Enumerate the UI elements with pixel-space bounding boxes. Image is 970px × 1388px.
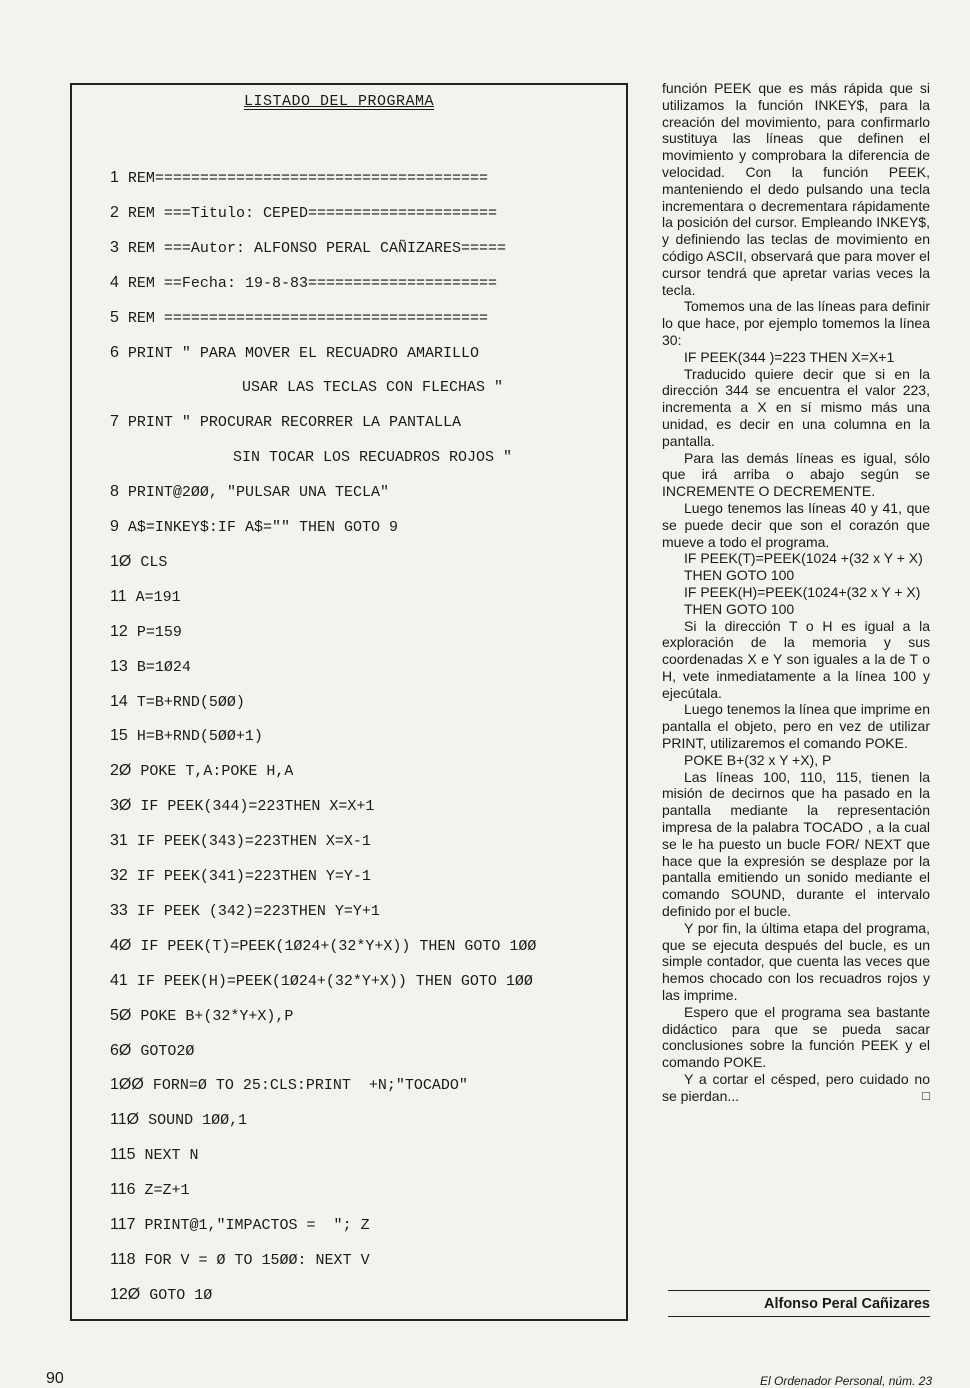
code-line: [110, 553, 167, 571]
line-number: 118: [110, 1250, 136, 1268]
code-line: [110, 1216, 370, 1234]
line-number: 11: [110, 587, 127, 605]
code-text: PRINT@1,"IMPACTOS = "; Z: [144, 1217, 370, 1234]
code-text: Z=Z+1: [144, 1182, 190, 1200]
code-text: GOTO 1Ø: [149, 1286, 213, 1304]
paragraph-text: Si la dirección T o H es igual a la exploración de la memoria y sus coordenadas X e Y son iguales a la de T o H, vete inmediatamente a la línea 100 y ejecútala.: [662, 617, 930, 701]
code-text: P=159: [136, 623, 182, 641]
code-line: [110, 274, 497, 292]
code-text: FOR V = Ø TO 15ØØ: NEXT V: [144, 1251, 370, 1269]
code-text: POKE B+(32*Y+X),P: [140, 1007, 294, 1025]
code-text: POKE T,A:POKE H,A: [140, 763, 294, 781]
code-text: NEXT N: [144, 1147, 199, 1165]
code-text: A=191: [135, 588, 181, 606]
code-text: B=1Ø24: [136, 658, 191, 676]
article-paragraph: [662, 80, 930, 298]
article-paragraph: [662, 920, 930, 1004]
code-text: IF PEEK (342)=223THEN Y=Y+1: [136, 902, 380, 920]
line-number: 116: [110, 1181, 136, 1199]
code-line: [110, 1286, 212, 1304]
code-line: [110, 1251, 370, 1269]
code-text: PRINT " PARA MOVER EL RECUADRO AMARILLO: [127, 344, 479, 362]
line-number: 1: [110, 169, 119, 186]
code-line: [110, 239, 506, 257]
code-line: [110, 309, 488, 327]
paragraph-text: Luego tenemos las líneas 40 y 41, que se puede decir que son el corazón que mueve a todo el programa.: [662, 499, 930, 550]
line-number: 5Ø: [110, 1006, 132, 1024]
code-text: FORN=Ø TO 25:CLS:PRINT +N;"TOCADO": [152, 1077, 468, 1095]
code-line: [110, 658, 191, 676]
code-text: REM ===Titulo: CEPED=====================: [127, 204, 497, 222]
code-text: PRINT@2ØØ, "PULSAR UNA TECLA": [127, 484, 389, 502]
line-number: 2Ø: [110, 762, 132, 780]
line-number: 4: [110, 273, 119, 291]
code-line: [110, 727, 263, 745]
code-line: [110, 762, 293, 780]
line-number: 14: [110, 692, 128, 710]
code-text: GOTO2Ø: [140, 1042, 195, 1060]
line-number: 32: [110, 867, 128, 884]
paragraph-text: IF PEEK(344 )=223 THEN X=X+1: [684, 348, 895, 365]
code-line: [110, 1007, 293, 1025]
line-number: 13: [110, 657, 128, 675]
code-line: [110, 797, 374, 815]
line-number: 41: [110, 971, 128, 989]
line-number: 1ØØ: [110, 1076, 144, 1094]
listing-title: LISTADO DEL PROGRAMA: [244, 93, 435, 110]
article-paragraph: [662, 752, 930, 769]
line-number: 8: [110, 483, 119, 501]
code-text: REM ====================================: [127, 309, 488, 327]
code-line: [110, 623, 182, 641]
line-number: 15: [110, 727, 128, 745]
code-text: REM ===Autor: ALFONSO PERAL CAÑIZARES=====: [127, 239, 506, 257]
code-line: [110, 693, 245, 711]
code-line: [110, 204, 497, 222]
paragraph-text: IF PEEK(T)=PEEK(1024 +(32 x Y + X) THEN GOTO 100: [684, 550, 923, 584]
code-line: [110, 483, 389, 501]
code-line: [110, 937, 536, 955]
article-paragraph: [662, 366, 930, 450]
paragraph-text: Espero que el programa sea bastante didáctico para que se pueda sacar conclusiones sobre la función PEEK y el comando POKE.: [662, 1003, 930, 1071]
code-text: SOUND 1ØØ,1: [148, 1112, 248, 1130]
code-text: IF PEEK(341)=223THEN Y=Y-1: [136, 868, 371, 885]
line-number: 11Ø: [110, 1111, 140, 1129]
code-text: CLS: [140, 553, 168, 571]
article-column: [662, 80, 930, 1105]
code-line: [170, 448, 512, 466]
article-paragraph: [662, 618, 930, 702]
line-number: 3Ø: [110, 797, 132, 815]
code-line: [110, 867, 371, 885]
code-text: IF PEEK(344)=223THEN X=X+1: [140, 798, 375, 816]
article-paragraph: [662, 701, 930, 751]
line-number: 33: [110, 901, 128, 919]
paragraph-text: Y por fin, la última etapa del programa, que se ejecuta después del bucle, es un simple contador, que cuenta las veces que hemos chocado con los recuadros rojos y las imprime.: [662, 919, 930, 1004]
line-number: 4Ø: [110, 936, 132, 954]
signature-rule-top: [668, 1290, 930, 1291]
line-number: 9: [110, 518, 119, 535]
line-number: 1Ø: [110, 552, 132, 570]
author-signature: Alfonso Peral Cañizares: [764, 1296, 930, 1312]
line-number: 2: [110, 203, 119, 221]
code-line: [110, 588, 181, 606]
article-paragraph: [662, 500, 930, 550]
code-text: REM ==Fecha: 19-8-83=====================: [127, 274, 497, 292]
code-line: [110, 1076, 468, 1094]
line-number: 31: [110, 832, 128, 850]
article-paragraph: [662, 349, 930, 366]
paragraph-text: Traducido quiere decir que si en la dirección 344 se encuentra el valor 223, incrementa a X en sí mismo más una unidad, es decir en una columna en la pantalla.: [662, 365, 930, 449]
article-paragraph: [662, 550, 930, 584]
code-line: [110, 1181, 190, 1199]
article-paragraph: [662, 1071, 930, 1105]
line-number: 6: [110, 343, 119, 361]
paragraph-text: IF PEEK(H)=PEEK(1024+(32 x Y + X) THEN GOTO 100: [684, 583, 921, 617]
code-text: SIN TOCAR LOS RECUADROS ROJOS ": [170, 449, 513, 467]
line-number: 12: [110, 622, 128, 640]
code-line: [110, 1042, 194, 1060]
article-paragraph: [662, 584, 930, 618]
paragraph-text: Las líneas 100, 110, 115, tienen la misión de decirnos que ha pasado en la pantalla mediante la representación impresa de la palabra TOCADO , a la cual se le ha puesto un bucle FOR/ NEXT que hace que la expresión se desplaze por la pantalla emitiendo un sonido mediante el comando SOUND, durante el intervalo definido por el bucle.: [662, 768, 930, 920]
line-number: 7: [110, 413, 119, 431]
code-line: [170, 378, 503, 396]
signature-rule-bottom: [668, 1316, 930, 1317]
end-of-article-mark: □: [922, 1087, 930, 1103]
program-listing-box: [70, 83, 628, 1321]
code-text: IF PEEK(H)=PEEK(1Ø24+(32*Y+X)) THEN GOTO 1ØØ: [136, 972, 533, 990]
code-text: T=B+RND(5ØØ): [136, 693, 245, 711]
paragraph-text: Tomemos una de las líneas para definir lo que hace, por ejemplo tomemos la línea 30:: [662, 298, 930, 348]
code-text: A$=INKEY$:IF A$="" THEN GOTO 9: [127, 519, 398, 536]
code-line: [110, 832, 371, 850]
code-text: IF PEEK(343)=223THEN X=X-1: [136, 833, 371, 851]
code-line: [110, 518, 398, 536]
code-text: USAR LAS TECLAS CON FLECHAS ": [170, 379, 504, 397]
line-number: 115: [110, 1146, 136, 1164]
code-line: [110, 169, 488, 187]
line-number: 12Ø: [110, 1285, 141, 1303]
article-paragraph: [662, 769, 930, 920]
code-line: [110, 972, 533, 990]
code-text: PRINT " PROCURAR RECORRER LA PANTALLA: [127, 414, 461, 432]
paragraph-text: función PEEK que es más rápida que si utilizamos la función INKEY$, para la creación del movimiento, para confirmarlo sustituya las líneas que definen el movimiento y comprobara la diferencia de velocidad. Con la función PEEK, manteniendo el dedo pulsando una tecla incrementara o decrementara rápidamente la posición del cursor. Empleando INKEY$, y definiendo las teclas de movimiento en código ASCII, observará que para mover el cursor tendrá que apretar varias veces la tecla.: [662, 80, 930, 298]
footer-publication: El Ordenador Personal, núm. 23: [760, 1374, 933, 1388]
line-number: 5: [110, 308, 119, 326]
page-number: 90: [46, 1370, 64, 1387]
code-text: H=B+RND(5ØØ+1): [136, 728, 263, 746]
line-number: 117: [110, 1216, 136, 1233]
paragraph-text: POKE B+(32 x Y +X), P: [684, 751, 832, 768]
code-text: REM=====================================: [127, 170, 488, 187]
paragraph-text: Y a cortar el césped, pero cuidado no se pierdan...: [662, 1071, 930, 1104]
code-line: [110, 1111, 247, 1129]
article-paragraph: [662, 1004, 930, 1071]
paragraph-text: Luego tenemos la línea que imprime en pantalla el objeto, pero en vez de utilizar PRINT, utilizaremos el comando POKE.: [662, 701, 930, 752]
article-paragraph: [662, 298, 930, 348]
line-number: 6Ø: [110, 1041, 132, 1059]
code-line: [110, 344, 479, 362]
code-line: [110, 1146, 199, 1164]
code-line: [110, 902, 380, 920]
paragraph-text: Para las demás líneas es igual, sólo que irá arriba o abajo según se INCREMENTE O DECREMENTE.: [662, 449, 930, 500]
code-text: IF PEEK(T)=PEEK(1Ø24+(32*Y+X)) THEN GOTO 1ØØ: [140, 937, 537, 955]
article-paragraph: [662, 450, 930, 500]
line-number: 3: [110, 238, 119, 256]
code-line: [110, 413, 461, 431]
